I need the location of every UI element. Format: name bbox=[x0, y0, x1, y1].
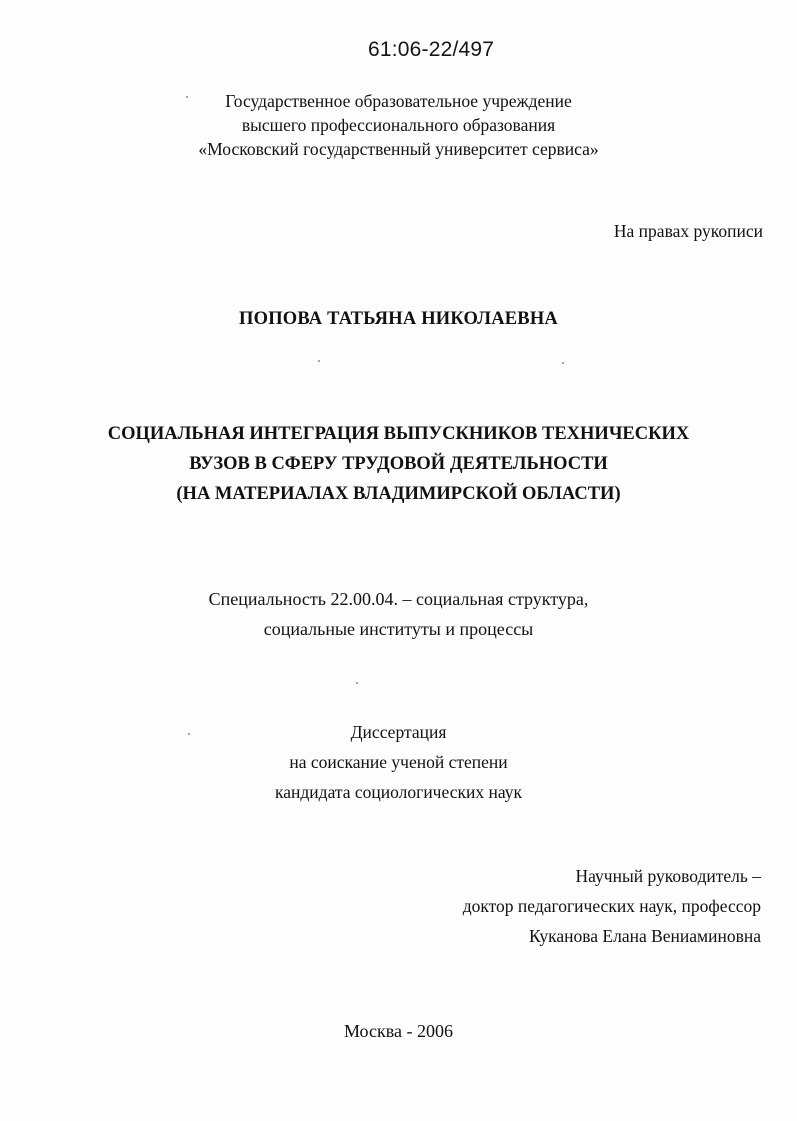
degree-line: кандидата социологических наук bbox=[275, 782, 522, 802]
speciality-line: Специальность 22.00.04. – социальная структура, bbox=[208, 589, 589, 609]
degree-line: на соискание ученой степени bbox=[289, 752, 508, 772]
author-name: ПОПОВА ТАТЬЯНА НИКОЛАЕВНА bbox=[239, 309, 558, 329]
dissertation-degree-block bbox=[0, 717, 797, 807]
speciality-line: социальные институты и процессы bbox=[263, 619, 534, 639]
supervisor-line: Научный руководитель – bbox=[575, 866, 761, 886]
archive-stamp-number: 61:06-22/497 bbox=[368, 38, 495, 61]
institution-line: «Московский государственный университет сервиса» bbox=[198, 139, 599, 159]
title-line: СОЦИАЛЬНАЯ ИНТЕГРАЦИЯ ВЫПУСКНИКОВ ТЕХНИЧЕСКИХ bbox=[107, 424, 690, 444]
supervisor-block bbox=[463, 861, 761, 951]
scan-speck bbox=[318, 360, 320, 362]
title-line: (НА МАТЕРИАЛАХ ВЛАДИМИРСКОЙ ОБЛАСТИ) bbox=[176, 484, 621, 504]
title-line: ВУЗОВ В СФЕРУ ТРУДОВОЙ ДЕЯТЕЛЬНОСТИ bbox=[189, 454, 608, 474]
institution-block bbox=[0, 89, 797, 161]
institution-line: высшего профессионального образования bbox=[241, 115, 556, 135]
scan-speck bbox=[186, 96, 188, 98]
supervisor-line: Куканова Елана Вениаминовна bbox=[529, 926, 761, 946]
city-year: Москва - 2006 bbox=[344, 1021, 453, 1041]
dissertation-title bbox=[0, 419, 797, 509]
degree-line: Диссертация bbox=[350, 722, 447, 742]
manuscript-rights-note: На правах рукописи bbox=[613, 221, 763, 241]
scan-speck bbox=[356, 682, 358, 684]
scan-speck bbox=[562, 362, 564, 364]
speciality-block bbox=[0, 584, 797, 644]
scan-speck bbox=[188, 733, 190, 735]
supervisor-line: доктор педагогических наук, профессор bbox=[462, 896, 761, 916]
institution-line: Государственное образовательное учреждение bbox=[225, 91, 572, 111]
